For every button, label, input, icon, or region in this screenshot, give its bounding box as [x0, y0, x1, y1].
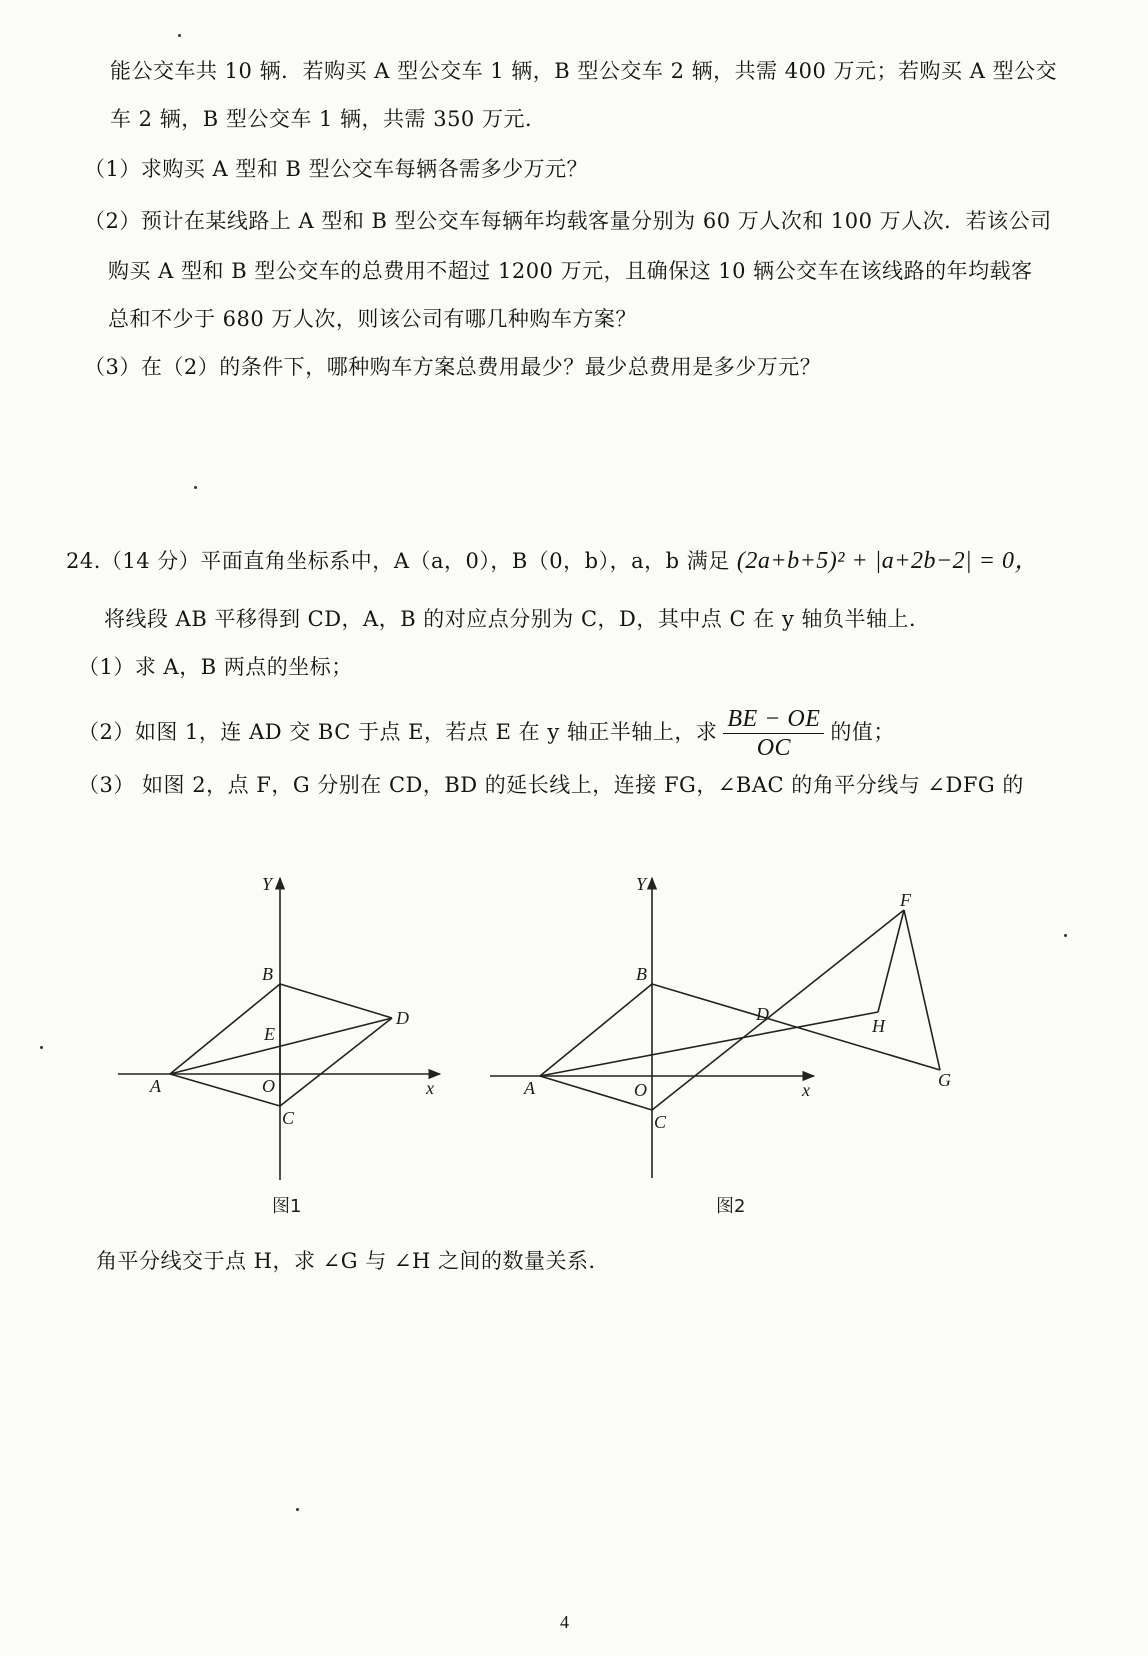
q24-line2: 将线段 AB 平移得到 CD，A，B 的对应点分别为 C，D，其中点 C 在 y 轴负半轴上．: [104, 607, 931, 631]
q24-part3: （3） 如图 2，点 F，G 分别在 CD，BD 的延长线上，连接 FG，∠BAC 的角平分线与 ∠DFG 的: [78, 773, 1024, 797]
fig2-label-b: B: [636, 964, 647, 984]
figure-1: [118, 878, 440, 1180]
fig1-caption: 图1: [272, 1196, 302, 1217]
q24-part2: [78, 700, 895, 764]
scan-speck: [296, 1508, 299, 1511]
fig1-label-e: E: [264, 1024, 275, 1044]
q24-number: 24.: [66, 549, 101, 573]
fraction-numerator: BE − OE: [723, 705, 824, 734]
fig2-label-y: Y: [636, 874, 647, 894]
fig1-label-a: A: [150, 1076, 161, 1096]
fig2-bisector-ah: [540, 1012, 878, 1076]
fig2-label-c: C: [654, 1112, 667, 1132]
page-number: 4: [560, 1612, 569, 1632]
fig1-segment-cd: [280, 1018, 392, 1106]
fig1-segment-bd: [280, 984, 392, 1018]
fraction-denominator: OC: [756, 735, 792, 761]
scan-speck: [1064, 934, 1067, 937]
q23-part1: （1）求购买 A 型和 B 型公交车每辆各需多少万元？: [84, 157, 589, 181]
q24-fraction: [723, 705, 824, 762]
scan-speck: [178, 34, 181, 37]
q24-stem-points: A（a，0），B（0，b），a，b 满足: [393, 549, 730, 573]
q24-condition-formula: (2a+b+5)² + |a+2b−2| = 0，: [736, 548, 1039, 574]
fig2-label-h: H: [872, 1016, 885, 1036]
scan-speck: [194, 486, 197, 489]
figures-svg: [0, 860, 1148, 1310]
scan-speck: [40, 1046, 43, 1049]
q24-part1: （1）求 A，B 两点的坐标；: [78, 655, 353, 679]
fig2-segment-ab: [540, 984, 652, 1076]
q23-intro-line2: 车 2 辆，B 型公交车 1 辆，共需 350 万元．: [110, 107, 547, 131]
q24-part3-continued: 角平分线交于点 H，求 ∠G 与 ∠H 之间的数量关系．: [96, 1249, 610, 1273]
fig1-label-y: Y: [262, 874, 273, 894]
q23-part2-line2: 购买 A 型和 B 型公交车的总费用不超过 1200 万元，且确保这 10 辆公交车在该线路的年均载客: [108, 259, 1033, 283]
q24-stem: [66, 546, 1039, 576]
q24-part2-text: （2）如图 1，连 AD 交 BC 于点 E，若点 E 在 y 轴正半轴上，求: [78, 720, 718, 744]
q24-part2-suffix: 的值；: [830, 720, 895, 744]
figure-1-labels: [149, 874, 434, 1217]
q23-part2-line3: 总和不少于 680 万人次，则该公司有哪几种购车方案？: [108, 307, 637, 331]
fig1-label-x: x: [426, 1078, 434, 1098]
fig2-caption: 图2: [716, 1196, 746, 1217]
fig2-bisector-fh: [878, 910, 904, 1012]
q23-part2-line1: （2）预计在某线路上 A 型和 B 型公交车每辆年均载客量分别为 60 万人次和 100 万人次．若该公司: [84, 209, 1052, 233]
q23-part3: （3）在（2）的条件下，哪种购车方案总费用最少？最少总费用是多少万元？: [84, 355, 822, 379]
fig2-segment-fg: [904, 910, 940, 1070]
fig2-label-a: A: [524, 1078, 535, 1098]
figure-2-labels: [523, 874, 951, 1217]
fig1-label-d: D: [396, 1008, 409, 1028]
fig2-label-o: O: [634, 1080, 647, 1100]
fig2-label-f: F: [900, 890, 911, 910]
fig2-label-x: x: [802, 1080, 810, 1100]
q24-score: （14 分）平面直角坐标系中，: [100, 549, 394, 573]
fig1-label-o: O: [262, 1076, 275, 1096]
fig2-label-g: G: [938, 1070, 951, 1090]
fig1-label-b: B: [262, 964, 273, 984]
fig2-segment-cf: [652, 910, 904, 1110]
fig1-label-c: C: [282, 1108, 295, 1128]
q23-intro-line1: 能公交车共 10 辆．若购买 A 型公交车 1 辆，B 型公交车 2 辆，共需 400 万元；若购买 A 型公交: [110, 59, 1058, 83]
fig2-label-d: D: [756, 1004, 769, 1024]
